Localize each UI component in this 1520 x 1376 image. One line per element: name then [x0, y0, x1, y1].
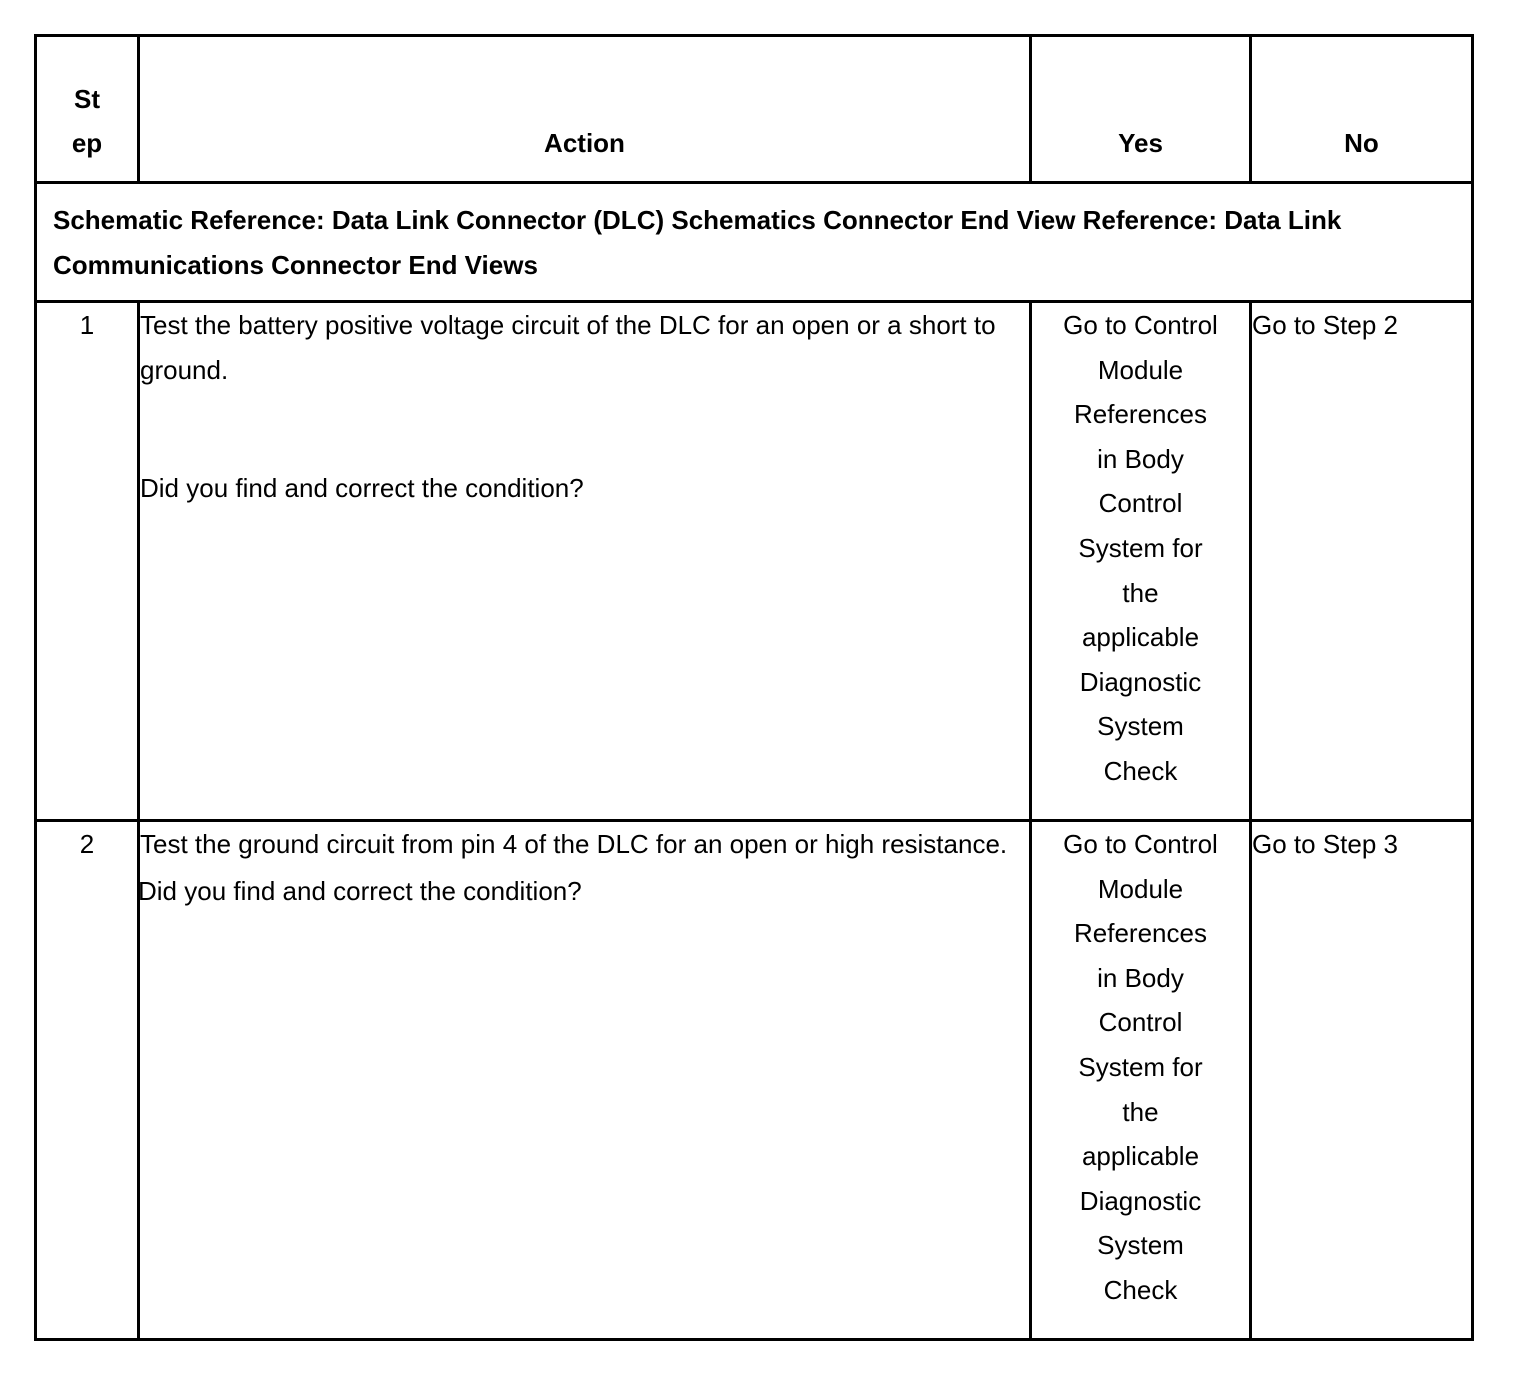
step-yes	[1031, 821, 1251, 1340]
yes-line: Diagnostic	[1079, 666, 1202, 697]
schematic-reference: Schematic Reference: Data Link Connector (DLC) Schematics Connector End View Reference: Data Link Communications Connector End Views	[36, 183, 1473, 302]
step-yes	[1031, 302, 1251, 821]
step-action	[139, 821, 1031, 1340]
yes-line: in Body	[1097, 443, 1184, 474]
yes-line: Control	[1098, 1007, 1183, 1038]
yes-line: Diagnostic	[1079, 1185, 1202, 1216]
header-no: No	[1251, 36, 1473, 183]
step-number: 2	[36, 821, 139, 1340]
header-row	[36, 36, 1473, 183]
header-step-line2: ep	[71, 128, 103, 159]
action-text: Test the battery positive voltage circuit of the DLC for an open or a short to ground.	[140, 310, 996, 385]
yes-line: the	[1122, 1096, 1159, 1127]
yes-line: Check	[1103, 1274, 1178, 1305]
step-row-1	[36, 302, 1473, 821]
yes-line: Module	[1097, 354, 1184, 385]
yes-line: in Body	[1097, 962, 1184, 993]
yes-line: References	[1074, 399, 1207, 430]
yes-line: Go to Control	[1063, 310, 1218, 340]
diagnostic-table	[34, 34, 1474, 1341]
yes-line: System for	[1078, 532, 1203, 563]
step-row-2	[36, 821, 1473, 1340]
step-number: 1	[36, 302, 139, 821]
header-step	[36, 36, 139, 183]
action-question: Did you find and correct the condition?	[140, 473, 584, 504]
header-yes: Yes	[1031, 36, 1251, 183]
action-question: Did you find and correct the condition?	[138, 875, 582, 906]
yes-line: System	[1097, 711, 1184, 742]
yes-line: Go to Control	[1063, 829, 1218, 859]
header-action: Action	[139, 36, 1031, 183]
yes-line: References	[1074, 918, 1207, 949]
yes-line: applicable	[1081, 622, 1200, 653]
header-step-line1: St	[74, 83, 100, 114]
yes-line: System for	[1078, 1051, 1203, 1082]
step-no: Go to Step 3	[1251, 821, 1473, 1340]
yes-line: applicable	[1081, 1141, 1200, 1172]
yes-line: Module	[1097, 873, 1184, 904]
yes-line: the	[1122, 577, 1159, 608]
yes-line: Check	[1103, 755, 1178, 786]
action-text: Test the ground circuit from pin 4 of the DLC for an open or high resistance.	[140, 829, 1008, 859]
step-action	[139, 302, 1031, 821]
step-no: Go to Step 2	[1251, 302, 1473, 821]
yes-line: Control	[1098, 488, 1183, 519]
yes-line: System	[1097, 1230, 1184, 1261]
reference-row	[36, 183, 1473, 302]
